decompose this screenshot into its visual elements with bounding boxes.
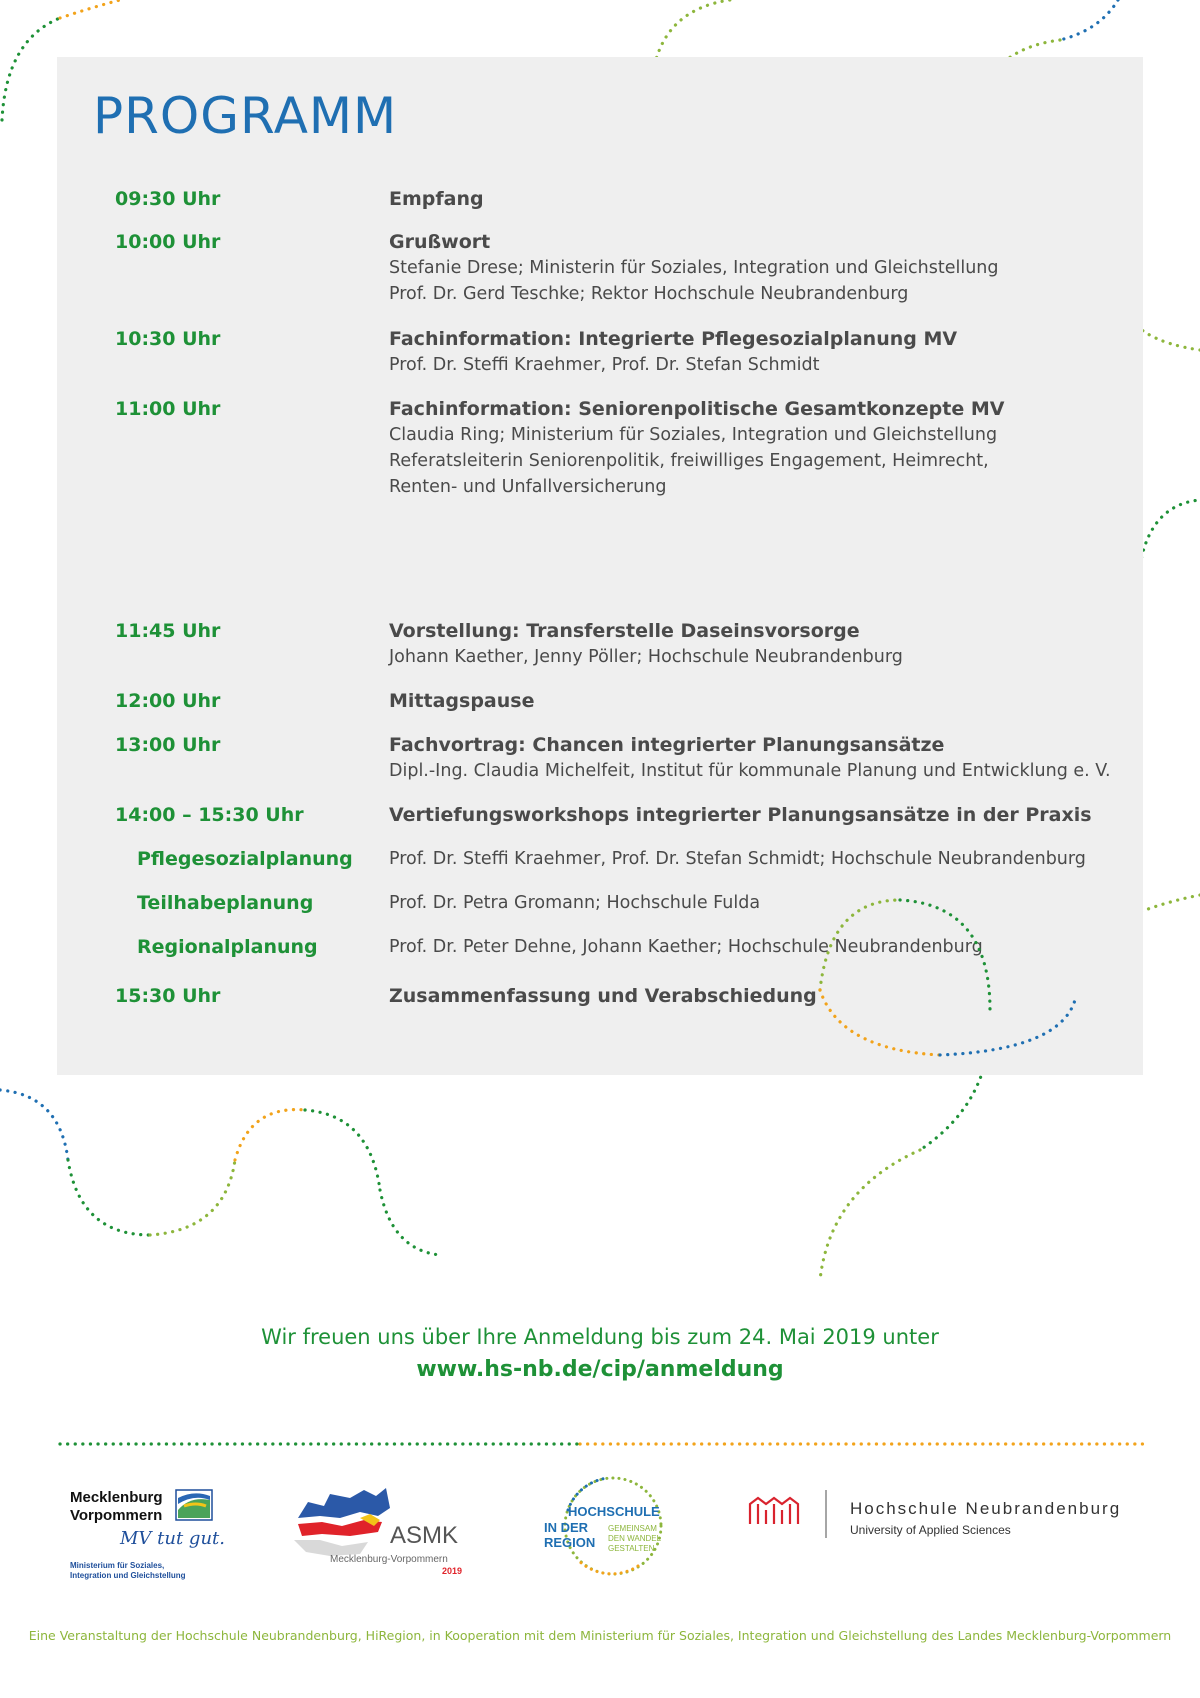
partner-logos xyxy=(0,1470,1200,1600)
schedule-detail: Prof. Dr. Steffi Kraehmer, Prof. Dr. Stefan Schmidt xyxy=(389,355,820,375)
hir-line-3: REGION xyxy=(544,1535,596,1550)
program-panel xyxy=(57,57,1143,1075)
schedule-time: 15:30 Uhr xyxy=(115,985,221,1007)
asmk-year: 2019 xyxy=(442,1566,463,1576)
footer-note: Eine Veranstaltung der Hochschule Neubrandenburg, HiRegion, in Kooperation mit dem Ministerium für Soziales, Integration und Gleichstellung des Landes Mecklenburg-Vorpommern xyxy=(28,1628,1172,1643)
schedule-title: Zusammenfassung und Verabschiedung xyxy=(389,985,817,1007)
mv-slogan: MV tut gut. xyxy=(120,1528,226,1549)
schedule-time: 12:00 Uhr xyxy=(115,690,221,712)
schedule-title: Empfang xyxy=(389,188,484,210)
schedule-time: 11:00 Uhr xyxy=(115,398,221,420)
hochschule-in-der-region-logo xyxy=(538,1470,688,1580)
dotted-wave xyxy=(305,1110,380,1190)
schedule-title: Fachinformation: Seniorenpolitische Gesamtkonzepte MV xyxy=(389,398,1005,420)
page-title: PROGRAMM xyxy=(93,87,398,145)
hir-tag-3: GESTALTEN xyxy=(608,1544,655,1553)
schedule-time: 09:30 Uhr xyxy=(115,188,221,210)
mv-ministry-1: Ministerium für Soziales, xyxy=(70,1561,165,1570)
schedule-detail: Dipl.-Ing. Claudia Michelfeit, Institut für kommunale Planung und Entwicklung e. V. xyxy=(389,761,1111,781)
schedule-detail: Prof. Dr. Petra Gromann; Hochschule Fulda xyxy=(389,893,761,913)
dotted-wave xyxy=(235,1110,305,1160)
schedule-detail: Referatsleiterin Seniorenpolitik, freiwilliges Engagement, Heimrecht, xyxy=(389,451,989,471)
hir-tag-2: DEN WANDEL xyxy=(608,1534,662,1543)
schedule-time: 10:30 Uhr xyxy=(115,328,221,350)
workshop-name: Teilhabeplanung xyxy=(137,892,314,914)
schedule-time: 13:00 Uhr xyxy=(115,734,221,756)
dotted-wave xyxy=(150,1160,235,1235)
asmk-region: Mecklenburg-Vorpommern xyxy=(330,1554,448,1565)
schedule-title: Fachvortrag: Chancen integrierter Planungsansätze xyxy=(389,734,945,756)
asmk-name: ASMK xyxy=(390,1522,459,1549)
dotted-wave xyxy=(0,1090,68,1160)
schedule-title: Vorstellung: Transferstelle Daseinsvorsorge xyxy=(389,620,860,642)
registration-link[interactable]: www.hs-nb.de/cip/anmeldung xyxy=(416,1357,784,1382)
dotted-wave xyxy=(68,1160,150,1235)
asmk-logo xyxy=(290,1480,480,1580)
hsnb-name: Hochschule Neubrandenburg xyxy=(850,1499,1122,1518)
registration-text: Wir freuen uns über Ihre Anmeldung bis zum 24. Mai 2019 unter xyxy=(261,1325,939,1349)
schedule-title: Mittagspause xyxy=(389,690,535,712)
schedule-detail: Prof. Dr. Steffi Kraehmer, Prof. Dr. Stefan Schmidt; Hochschule Neubrandenburg xyxy=(389,849,1086,869)
workshop-name: Regionalplanung xyxy=(137,936,318,958)
schedule-time: 14:00 – 15:30 Uhr xyxy=(115,804,304,826)
dotted-wave xyxy=(820,1150,920,1280)
schedule-detail: Johann Kaether, Jenny Pöller; Hochschule Neubrandenburg xyxy=(389,647,903,667)
mv-name-1: Mecklenburg xyxy=(70,1489,163,1506)
dotted-wave xyxy=(1138,500,1200,580)
mv-name-2: Vorpommern xyxy=(70,1507,163,1524)
hir-line-1: HOCHSCHULE xyxy=(568,1504,660,1519)
dotted-wave xyxy=(60,0,120,18)
schedule-time: 10:00 Uhr xyxy=(115,231,221,253)
schedule-detail: Prof. Dr. Peter Dehne, Johann Kaether; Hochschule Neubrandenburg xyxy=(389,937,983,957)
hsnb-subtitle: University of Applied Sciences xyxy=(850,1523,1011,1537)
hir-line-2: IN DER xyxy=(544,1520,589,1535)
dotted-wave xyxy=(2,18,60,120)
dotted-wave xyxy=(380,1190,440,1255)
schedule-detail: Prof. Dr. Gerd Teschke; Rektor Hochschule Neubrandenburg xyxy=(389,284,909,304)
schedule-title: Grußwort xyxy=(389,231,491,253)
schedule-detail: Claudia Ring; Ministerium für Soziales, Integration und Gleichstellung xyxy=(389,425,998,445)
mv-ministry-2: Integration und Gleichstellung xyxy=(70,1571,186,1580)
hsnb-emblem-icon xyxy=(750,1498,798,1524)
schedule-detail: Stefanie Drese; Ministerin für Soziales, Integration und Gleichstellung xyxy=(389,258,999,278)
schedule-title: Fachinformation: Integrierte Pflegesozialplanung MV xyxy=(389,328,958,350)
workshop-name: Pflegesozialplanung xyxy=(137,848,353,870)
schedule-title: Vertiefungsworkshops integrierter Planungsansätze in der Praxis xyxy=(389,804,1092,826)
schedule-detail: Renten- und Unfallversicherung xyxy=(389,477,667,497)
schedule-time: 11:45 Uhr xyxy=(115,620,221,642)
hir-tag-1: GEMEINSAM xyxy=(608,1524,657,1533)
mv-logo xyxy=(60,1470,230,1590)
dotted-wave xyxy=(1060,0,1118,40)
hochschule-neubrandenburg-logo xyxy=(746,1490,1146,1560)
